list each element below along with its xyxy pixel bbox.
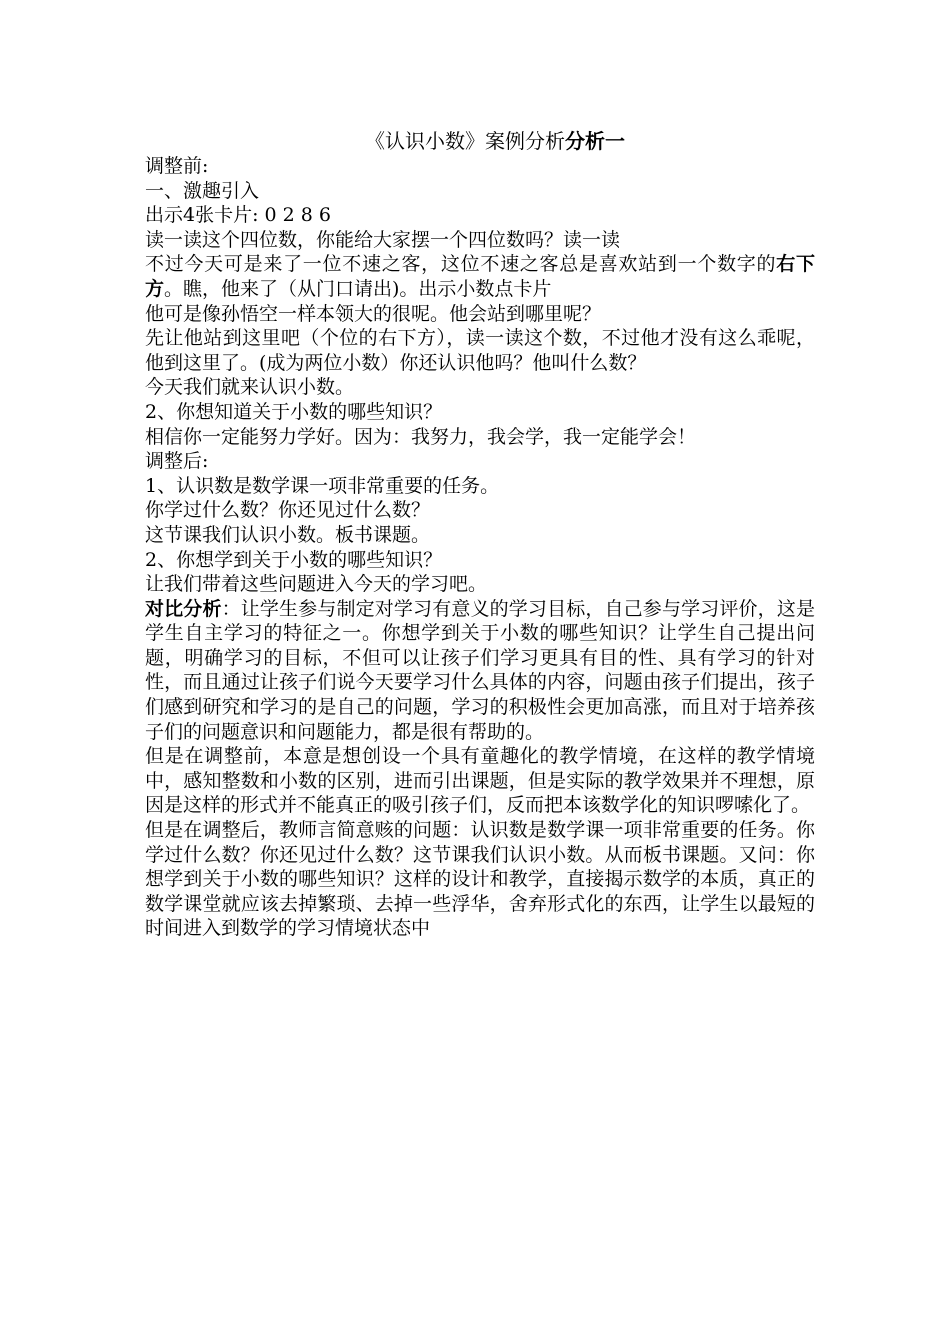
but-before-paragraph: 但是在调整前，本意是想创设一个具有童趣化的教学情境，在这样的教学情境中，感知整数和小数的区别，进而引出课题，但是实际的教学效果并不理想，原因是这样的形式并不能真正的吸引孩子们，反而把本该数学化的知识啰嗦化了。 xyxy=(145,745,815,817)
document-page xyxy=(145,128,815,941)
guest-text-a: 不过今天可是来了一位不速之客，这位不速之客总是喜欢站到一个数字的 xyxy=(145,253,777,276)
question2-before-line: 2、你想知道关于小数的哪些知识？ xyxy=(145,400,443,423)
sun-wukong-line: 他可是像孙悟空一样本领大的很呢。他会站到哪里呢？ xyxy=(145,302,602,325)
stand-here-paragraph: 先让他站到这里吧（个位的右下方），读一读这个数，不过他才没有这么乖呢，他到这里了。(成为两位小数）你还认识他吗？他叫什么数？ xyxy=(145,327,815,374)
analysis-label: 对比分析 xyxy=(145,597,222,620)
guest-paragraph xyxy=(145,252,815,301)
title-suffix: 分析一 xyxy=(565,129,625,153)
after-item1-line: 1、认识数是数学课一项非常重要的任务。 xyxy=(145,474,500,497)
after-lead-line: 让我们带着这些问题进入今天的学习吧。 xyxy=(145,573,488,596)
read-four-digit-line: 读一读这个四位数，你能给大家摆一个四位数吗？读一读 xyxy=(145,228,621,251)
analysis-paragraph xyxy=(145,597,815,745)
today-line: 今天我们就来认识小数。 xyxy=(145,376,355,399)
title-main: 《认识小数》案例分析 xyxy=(365,129,565,153)
document-title xyxy=(145,128,815,154)
before-heading: 调整前: xyxy=(145,155,209,177)
believe-line: 相信你一定能努力学好。因为：我努力，我会学，我一定能学会！ xyxy=(145,425,697,448)
but-after-paragraph: 但是在调整后，教师言简意赅的问题：认识数是数学课一项非常重要的任务。你学过什么数？你还见过什么数？这节课我们认识小数。从而板书课题。又问：你想学到关于小数的哪些知识？这样的设计和教学，直接揭示数学的本质，真正的数学课堂就应该去掉繁琐、去掉一些浮华，舍弃形式化的东西，让学生以最短的时间进入到数学的学习情境状态中 xyxy=(145,819,815,940)
section1-heading: 一、激趣引入 xyxy=(145,179,260,202)
after-heading: 调整后: xyxy=(145,450,209,473)
guest-bold-text: 右下方 xyxy=(145,253,815,300)
analysis-text: ：让学生参与制定对学习有意义的学习目标，自己参与学习评价，这是学生自主学习的特征之一。你想学到关于小数的哪些知识？让学生自己提出问题，明确学习的目标，不但可以让孩子们学习更具有目的性、具有学习的针对性，而且通过让孩子们说今天要学习什么具体的内容，问题由孩子们提出，孩子们感到研究和学习的是自己的问题，学习的积极性会更加高涨，而且对于培养孩子们的问题意识和问题能力，都是很有帮助的。 xyxy=(145,597,815,743)
guest-text-b: 。瞧，他来了（从门口请出)。出示小数点卡片 xyxy=(164,277,552,300)
cards-line: 出示4张卡片: 0 2 8 6 xyxy=(145,204,332,227)
after-item2-line: 2、你想学到关于小数的哪些知识？ xyxy=(145,548,443,571)
after-learned-line: 你学过什么数？你还见过什么数？ xyxy=(145,499,431,522)
after-board-line: 这节课我们认识小数。板书课题。 xyxy=(145,523,431,546)
